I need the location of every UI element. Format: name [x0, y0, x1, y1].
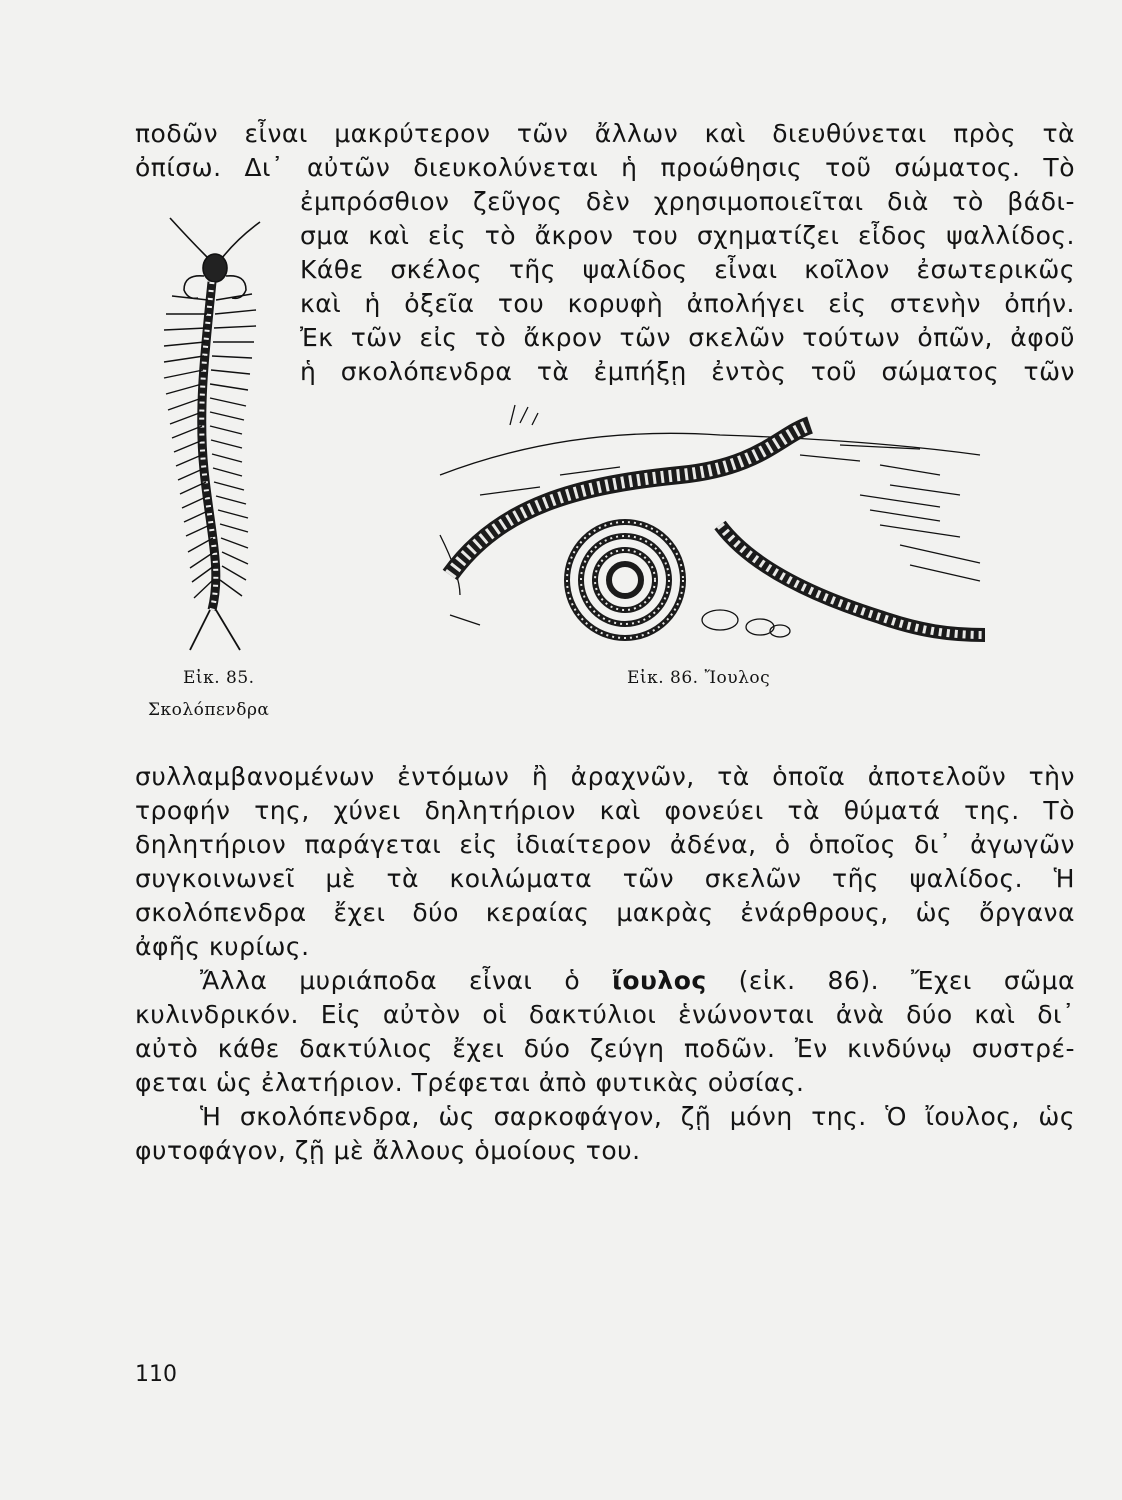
centipede-illustration — [150, 210, 280, 670]
text-line: ἐμπρόσθιον ζεῦγος δὲν χρησιμοποιεῖται διὰ τὸ βάδι- — [300, 187, 1075, 216]
figure-86-caption: Εἰκ. 86. Ἴουλος — [627, 668, 771, 688]
text-line: συγκοινωνεῖ μὲ τὰ κοιλώματα τῶν σκελῶν τῆς ψαλίδος. Ἡ — [135, 864, 1075, 893]
text-line: ἡ σκολόπενδρα τὰ ἐμπήξῃ ἐντὸς τοῦ σώματος τῶν — [300, 357, 1075, 386]
text-line: φεται ὡς ἐλατήριον. Τρέφεται ἀπὸ φυτικὰς οὐσίας. — [135, 1068, 805, 1097]
text-line: κυλινδρικόν. Εἰς αὐτὸν οἱ δακτύλιοι ἑνώνονται ἀνὰ δύο καὶ δι᾽ — [135, 1000, 1075, 1029]
text-line: αὐτὸ κάθε δακτύλιος ἔχει δύο ζεύγη ποδῶν. Ἐν κινδύνῳ συστρέ- — [135, 1034, 1075, 1063]
text-line: καὶ ἡ ὀξεῖα του κορυφὴ ἀπολήγει εἰς στενὴν ὀπήν. — [300, 289, 1075, 318]
text-line: φυτοφάγον, ζῇ μὲ ἄλλους ὁμοίους του. — [135, 1136, 641, 1165]
text-span: (εἰκ. 86). Ἔχει σῶμα — [738, 966, 1075, 995]
text-span: Ἄλλα μυριάποδα εἶναι ὁ — [200, 966, 581, 995]
term-ioulos: ἴουλος — [612, 966, 707, 995]
text-line: τροφήν της, χύνει δηλητήριον καὶ φονεύει τὰ θύματά της. Τὸ — [135, 796, 1075, 825]
text-line: συλλαμβανομένων ἐντόμων ἢ ἀραχνῶν, τὰ ὁποῖα ἀποτελοῦν τὴν — [135, 762, 1075, 791]
text-line: δηλητήριον παράγεται εἰς ἰδιαίτερον ἀδένα, ὁ ὁποῖος δι᾽ ἀγωγῶν — [135, 830, 1075, 859]
figure-85-subcaption: Σκολόπενδρα — [148, 700, 270, 720]
text-line: ἀφῆς κυρίως. — [135, 932, 310, 961]
text-line: σμα καὶ εἰς τὸ ἄκρον του σχηματίζει εἶδος ψαλλίδος. — [300, 221, 1075, 250]
text-line: Ἐκ τῶν εἰς τὸ ἄκρον τῶν σκελῶν τούτων ὀπῶν, ἀφοῦ — [300, 323, 1075, 352]
text-line: ὀπίσω. Δι᾽ αὐτῶν διευκολύνεται ἡ προώθησις τοῦ σώματος. Τὸ — [135, 153, 1075, 182]
text-line: ποδῶν εἶναι μακρύτερον τῶν ἄλλων καὶ διευθύνεται πρὸς τὰ — [135, 119, 1075, 148]
millipede-illustration — [420, 395, 1020, 660]
text-line: Ἡ σκολόπενδρα, ὡς σαρκοφάγον, ζῇ μόνη της. Ὁ ἴουλος, ὡς — [200, 1102, 1075, 1131]
page-number: 110 — [135, 1362, 177, 1387]
text-line-ioulos — [200, 964, 1075, 998]
text-line: σκολόπενδρα ἔχει δύο κεραίας μακρὰς ἐνάρθρους, ὡς ὄργανα — [135, 898, 1075, 927]
text-line: Κάθε σκέλος τῆς ψαλίδος εἶναι κοῖλον ἐσωτερικῶς — [300, 255, 1075, 284]
figure-85-caption: Εἰκ. 85. — [183, 668, 255, 688]
